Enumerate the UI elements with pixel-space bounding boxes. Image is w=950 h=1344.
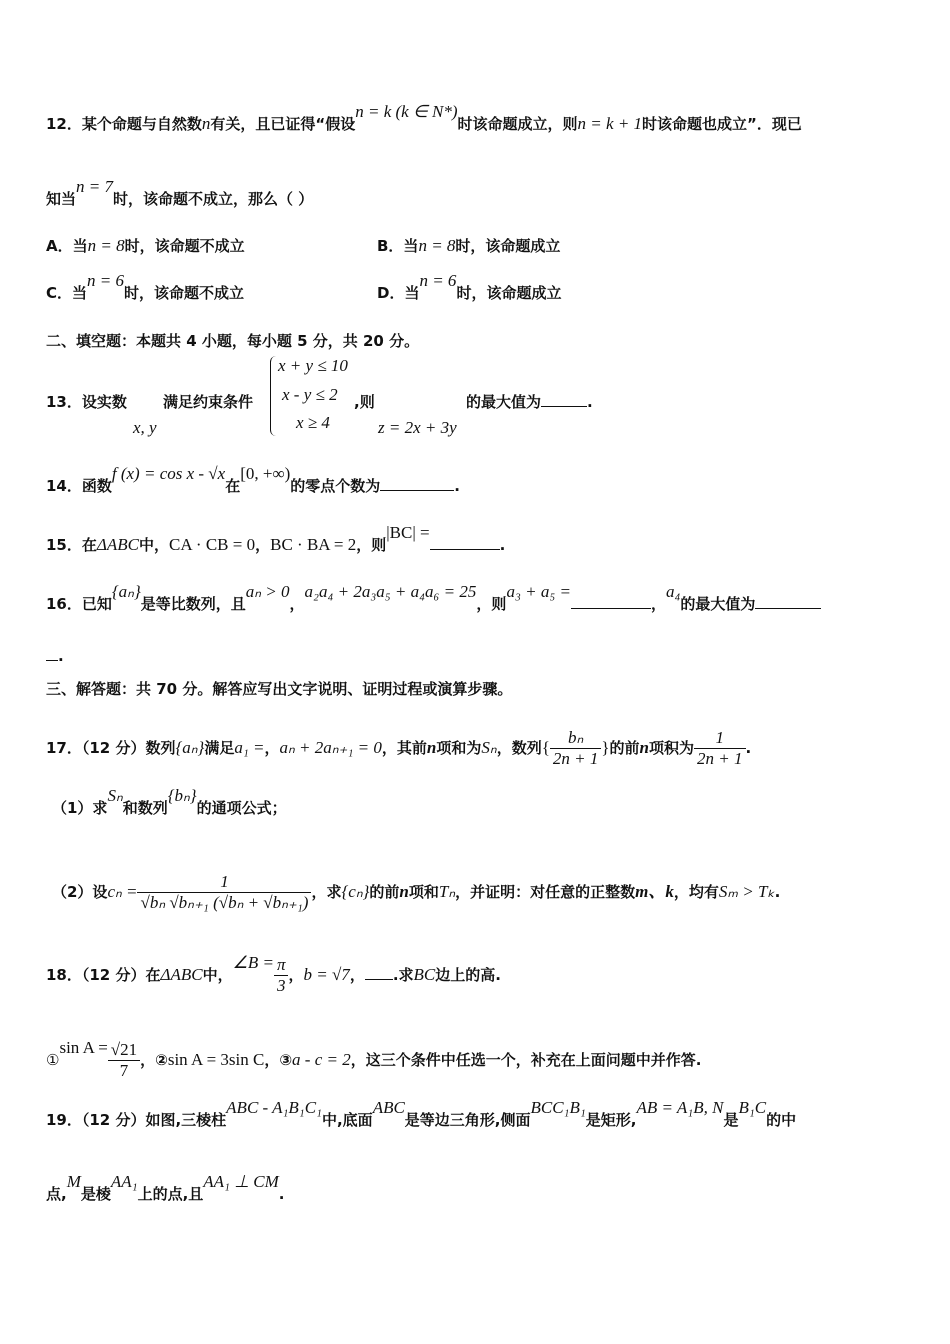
- q17-part1: （1）求Sₙ和数列{bₙ}的通项公式；: [52, 786, 287, 817]
- q19-line1: 19．（12 分）如图,三棱柱ABC - A₁B₁C₁中,底面ABC是等边三角形,侧面BCC₁B₁是矩形,AB = A₁B, N是B₁C的中: [46, 1098, 797, 1129]
- q12-line1: 12．某个命题与自然数n有关，且已证得“假设n = k (k ∈ N*)时该命题成立，则n = k + 1时该命题也成立”．现已: [46, 102, 802, 133]
- q13-constraint-label: 满足约束条件: [163, 393, 254, 411]
- answer-blank[interactable]: [46, 646, 58, 661]
- q13-tail: 的最大值为 .: [466, 393, 593, 411]
- answer-blank[interactable]: [365, 965, 393, 980]
- q14-line: 14．函数f (x) = cos x - √x在[0, +∞)的零点个数为 .: [46, 464, 460, 495]
- q17-line: 17．（12 分）数列{aₙ}满足a₁ =，aₙ + 2aₙ₊₁ = 0，其前n项和为Sₙ，数列{ $\frac{\text{bₙ}}{2n + 1}$ }的前n项积为 $\frac{1}{2n + 1}$ .: [46, 728, 752, 768]
- q12-option-c: C．当n = 6时，该命题不成立: [46, 271, 245, 302]
- q15-line: 15．在ΔABC中，CA · CB = 0，BC · BA = 2，则|BC| =.: [46, 523, 506, 554]
- answer-blank[interactable]: [541, 392, 587, 407]
- q18-fraction-pi: $\frac{\pi}{3}$: [274, 955, 289, 996]
- q13-then: ,则: [354, 393, 375, 411]
- q17-part2: （2）设cₙ = $\frac{1}{\text{√bₙ √bₙ₊₁ (√bₙ + √bₙ₊₁)}}$ ，求{cₙ}的前n项和Tₙ，并证明：对任意的正整数m、k，均有Sₘ > Tₖ.: [52, 872, 781, 912]
- q18-fraction-sin: $\frac{√21}{7}$: [108, 1040, 140, 1081]
- q12-option-b: B．当n = 8时，该命题成立: [377, 236, 561, 255]
- section-solution-heading: 三、解答题：共 70 分。解答应写出文字说明、证明过程或演算步骤。: [46, 680, 513, 698]
- q12-option-a: A．当n = 8时，该命题不成立: [46, 236, 245, 255]
- q13-line: 13．设实数: [46, 393, 127, 411]
- q12-option-d: D．当n = 6时，该命题成立: [377, 271, 562, 302]
- q13-constraint-3: x ≥ 4: [296, 413, 330, 432]
- q13-constraint-1: x + y ≤ 10: [278, 356, 348, 375]
- q18-options: ①sin A = $\frac{√21}{7}$ ，②sin A = 3sin C，③a - c = 2，这三个条件中任选一个，补充在上面问题中并作答.: [46, 1038, 702, 1080]
- q19-line2: 点,M是棱AA₁上的点,且AA₁ ⊥ CM.: [46, 1172, 285, 1203]
- q17-fraction-product: $\frac{1}{2n + 1}$: [694, 728, 745, 769]
- answer-blank[interactable]: [755, 594, 821, 609]
- q13-constraint-2: x - y ≤ 2: [282, 385, 338, 404]
- q13-objective: z = 2x + 3y: [378, 418, 457, 437]
- q16-line: 16．已知{aₙ}是等比数列，且aₙ > 0，a₂a₄ + 2a₃a₅ + a₄a₆ = 25，则a₃ + a₅ =，a₄的最大值为: [46, 594, 821, 614]
- q17-fraction-c: $\frac{1}{\text{√bₙ √bₙ₊₁ (√bₙ + √bₙ₊₁)}}$: [137, 872, 311, 913]
- q12-line2: 知当n = 7时，该命题不成立，那么（ ）: [46, 177, 314, 208]
- q13-vars: x, y: [133, 418, 157, 437]
- answer-blank[interactable]: [380, 476, 454, 491]
- q16-line-wrap: .: [46, 646, 64, 666]
- q17-fraction-b: $\frac{\text{bₙ}}{2n + 1}$: [550, 728, 601, 769]
- q18-line: 18．（12 分）在ΔABC中，∠B = $\frac{\pi}{3}$ ，b = √7， .求BC边上的高.: [46, 953, 501, 995]
- answer-blank[interactable]: [571, 594, 651, 609]
- section-fill-in-heading: 二、填空题：本题共 4 小题，每小题 5 分，共 20 分。: [46, 332, 420, 350]
- answer-blank[interactable]: [430, 535, 500, 550]
